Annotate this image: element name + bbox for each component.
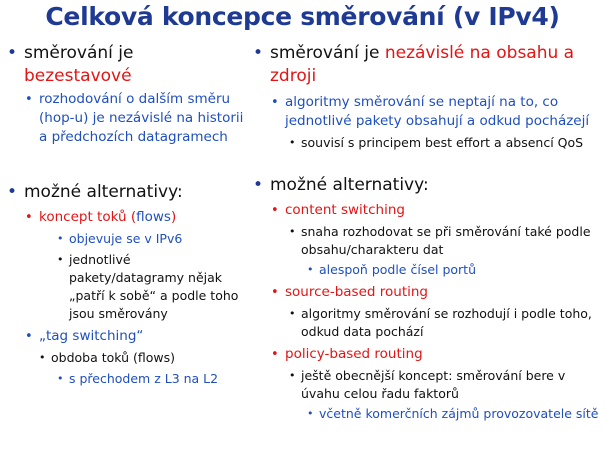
flows-belong: [56, 251, 246, 323]
tag-l3-l2-text: s přechodem z L3 na L2: [69, 371, 219, 386]
tag-analog-text: obdoba toků (flows): [51, 350, 176, 365]
stateless-detail: [24, 90, 246, 147]
alternatives-heading-right: [252, 174, 602, 197]
content-switching-detail: [288, 223, 602, 259]
stateless-detail-text: rozhodování o dalším směru (hop-u) je nezávislé na historii a předchozích datagramech: [39, 91, 244, 145]
independent-prefix: směrování je: [270, 43, 385, 63]
commercial-interests-note-text: včetně komerčních zájmů provozovatele sítě: [319, 406, 599, 421]
content-switching-detail-text: snaha rozhodovat se při směrování také podle obsahu/charakteru dat: [301, 224, 591, 257]
right-column: [252, 42, 602, 423]
commercial-interests-note: [306, 405, 602, 423]
best-effort-note: [288, 134, 602, 152]
independent-highlight: nezávislé na obsahu a zdroji: [270, 43, 575, 86]
flows-word: flows: [136, 209, 171, 225]
tag-analog: [38, 349, 246, 367]
spacer: [252, 152, 602, 174]
source-routing-bullet: [270, 283, 602, 302]
port-numbers-note-text: alespoň podle čísel portů: [319, 262, 477, 277]
alternatives-heading-left: [6, 181, 246, 204]
left-column: [6, 42, 246, 388]
flows-suffix: ): [170, 209, 177, 225]
stateless-prefix: směrování je: [24, 43, 134, 63]
independent-bullet: [252, 42, 602, 88]
flows-ipv6: [56, 230, 246, 248]
stateless-bullet: [6, 42, 246, 88]
alternatives-heading-right-text: možné alternativy:: [270, 175, 429, 195]
stateless-highlight: bezestavové: [24, 66, 132, 86]
policy-routing-detail-text: ještě obecnější koncept: směrování bere v úvahu celou řadu faktorů: [301, 368, 566, 401]
slide-title: Celková koncepce směrování (v IPv4): [45, 2, 560, 31]
alternatives-heading-left-text: možné alternativy:: [24, 182, 183, 202]
spacer: [6, 147, 246, 181]
content-switching-bullet: [270, 201, 602, 220]
flows-belong-text: jednotlivé pakety/datagramy nějak „patří k sobě“ a podle toho jsou směrovány: [69, 252, 239, 321]
flows-prefix: koncept toků (: [39, 209, 137, 225]
independent-detail: [270, 93, 602, 131]
tag-switching-bullet: [24, 327, 246, 346]
policy-routing-detail: [288, 367, 602, 403]
source-routing-detail-text: algoritmy směrování se rozhodují i podle toho, odkud data pochází: [301, 306, 592, 339]
source-routing-text: source-based routing: [285, 284, 428, 300]
policy-routing-text: policy-based routing: [285, 346, 423, 362]
independent-detail-text: algoritmy směrování se neptají na to, co jednotlivé pakety obsahují a odkud pocházejí: [285, 94, 590, 129]
best-effort-note-text: souvisí s principem best effort a absencí QoS: [301, 135, 584, 150]
policy-routing-bullet: [270, 345, 602, 364]
flows-ipv6-text: objevuje se v IPv6: [69, 231, 183, 246]
tag-switching-text: „tag switching“: [39, 328, 144, 344]
content-switching-text: content switching: [285, 202, 405, 218]
flows-bullet: [24, 208, 246, 227]
source-routing-detail: [288, 305, 602, 341]
port-numbers-note: [306, 261, 602, 279]
tag-l3-l2: [56, 370, 246, 388]
